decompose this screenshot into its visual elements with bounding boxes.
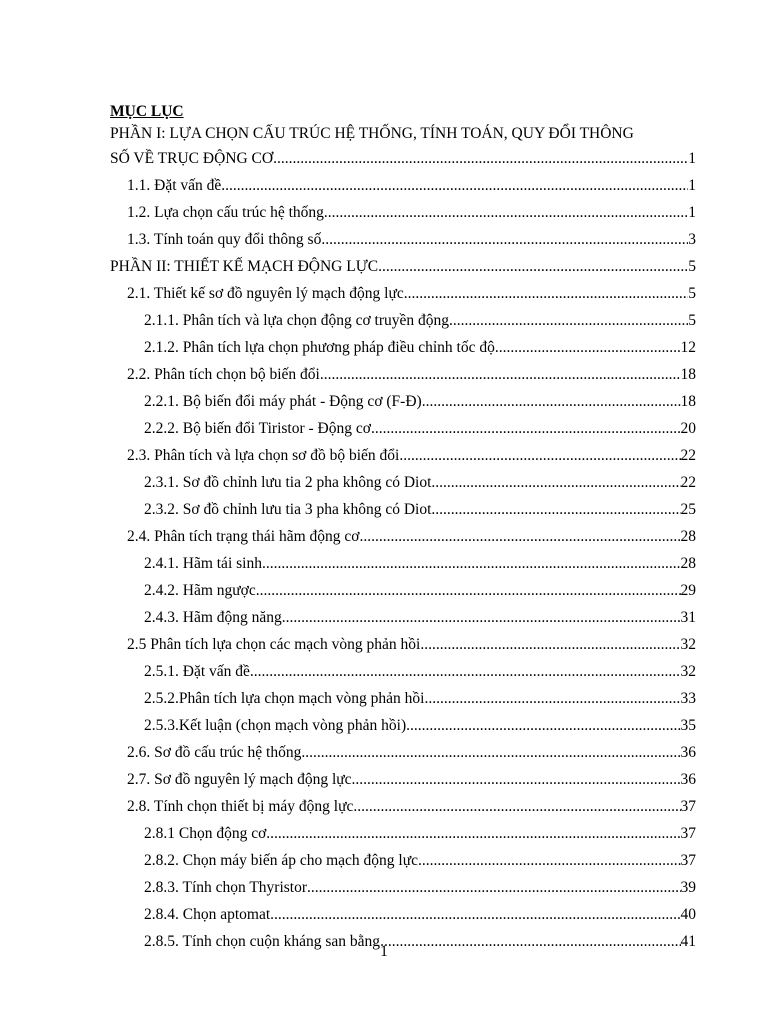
toc-entry [110, 712, 696, 739]
toc-entry [110, 847, 696, 874]
toc-entry-page: 36 [680, 744, 696, 761]
toc-entry-page: 37 [680, 798, 696, 815]
toc-entry-page: 18 [680, 393, 696, 410]
dot-leader [378, 253, 688, 280]
toc-entry-text: 2.3.1. Sơ đồ chỉnh lưu tia 2 pha không có Diot [144, 474, 432, 491]
toc-entry-part1-line2 [110, 145, 696, 172]
toc-entry [110, 820, 696, 847]
dot-leader [250, 658, 681, 685]
toc-entry-page: 28 [680, 528, 696, 545]
toc-entry-text: 2.2.2. Bộ biến đổi Tiristor - Động cơ [144, 420, 371, 437]
toc-entry [110, 280, 696, 307]
toc-entry-page: 29 [680, 582, 696, 599]
dot-leader [282, 604, 681, 631]
toc-entry-text: 2.4. Phân tích trạng thái hãm động cơ [127, 528, 360, 545]
toc-entry-text: 2.3. Phân tích và lựa chọn sơ đồ bộ biến đổi [127, 447, 400, 464]
toc-entry-text: 2.7. Sơ đồ nguyên lý mạch động lực [127, 771, 352, 788]
toc-entry-page: 5 [688, 312, 696, 329]
dot-leader [256, 577, 681, 604]
toc-entry [110, 739, 696, 766]
toc-entry-page: 40 [680, 906, 696, 923]
toc-entry-page: 20 [680, 420, 696, 437]
toc-entry-text: 2.5 Phân tích lựa chọn các mạch vòng phản hồi [127, 636, 421, 653]
toc-entry [110, 550, 696, 577]
toc-entry [110, 442, 696, 469]
dot-leader [324, 199, 688, 226]
toc-entry [110, 685, 696, 712]
toc-entry-page: 37 [680, 852, 696, 869]
toc-entry [110, 388, 696, 415]
dot-leader [431, 469, 680, 496]
toc-entry-text: 2.4.1. Hãm tái sinh [144, 555, 262, 572]
toc-list [110, 172, 696, 955]
toc-entry [110, 658, 696, 685]
toc-entry-text: 2.2.1. Bộ biến đổi máy phát - Động cơ (F-Đ) [144, 393, 422, 410]
toc-entry-part1-line1: PHẦN I: LỰA CHỌN CẤU TRÚC HỆ THỐNG, TÍNH TOÁN, QUY ĐỔI THÔNG [110, 125, 634, 142]
dot-leader [399, 442, 680, 469]
dot-leader [420, 631, 680, 658]
dot-leader [404, 280, 688, 307]
toc-title: MỤC LỤC [110, 103, 184, 120]
toc-entry [110, 523, 696, 550]
toc-entry-page: 1 [688, 204, 696, 221]
toc-entry-text: 2.6. Sơ đồ cấu trúc hệ thống [127, 744, 302, 761]
dot-leader [431, 496, 680, 523]
toc-entry-page: 22 [680, 474, 696, 491]
dot-leader [353, 793, 680, 820]
toc-entry-page: 5 [688, 285, 696, 302]
toc-entry-page: 1 [688, 177, 696, 194]
dot-leader [262, 550, 681, 577]
toc-entry [110, 361, 696, 388]
toc-entry-text: 2.4.3. Hãm động năng [144, 609, 282, 626]
toc-entry-text: 2.8.4. Chọn aptomat [144, 906, 271, 923]
toc-entry-page: 28 [680, 555, 696, 572]
toc-entry [110, 577, 696, 604]
toc-entry-text: 1.2. Lựa chọn cấu trúc hệ thống [127, 204, 324, 221]
toc-entry-text: 1.3. Tính toán quy đổi thông số [127, 231, 322, 248]
dot-leader [273, 145, 688, 172]
toc-entry [110, 253, 696, 280]
toc-entry-text: 2.5.3.Kết luận (chọn mạch vòng phản hồi) [144, 717, 407, 734]
toc-entry-page: 37 [680, 825, 696, 842]
toc-entry-text: 2.4.2. Hãm ngược [144, 582, 256, 599]
toc-entry-text: SỐ VỀ TRỤC ĐỘNG CƠ [110, 150, 274, 167]
toc-entry [110, 604, 696, 631]
toc-entry-page: 25 [680, 501, 696, 518]
toc-entry-page: 32 [680, 636, 696, 653]
toc-entry-text: PHẦN II: THIẾT KẾ MẠCH ĐỘNG LỰC [110, 258, 379, 275]
toc-entry-text: 2.5.2.Phân tích lựa chọn mạch vòng phản hồi [144, 690, 425, 707]
dot-leader [495, 334, 681, 361]
toc-entry [110, 226, 696, 253]
toc-entry-page: 31 [680, 609, 696, 626]
dot-leader [320, 361, 681, 388]
toc-entry-text: 2.2. Phân tích chọn bộ biến đổi [127, 366, 320, 383]
toc-entry [110, 766, 696, 793]
dot-leader [371, 415, 681, 442]
toc-entry [110, 901, 696, 928]
toc-entry-page: 3 [688, 231, 696, 248]
toc-entry-page: 1 [688, 150, 696, 167]
toc-entry [110, 631, 696, 658]
toc-entry [110, 469, 696, 496]
dot-leader [449, 307, 688, 334]
toc-entry-page: 12 [680, 339, 696, 356]
dot-leader [359, 523, 680, 550]
toc-entry-text: 1.1. Đặt vấn đề [127, 177, 222, 194]
toc-entry [110, 334, 696, 361]
toc-entry-text: 2.8. Tính chọn thiết bị máy động lực [127, 798, 354, 815]
dot-leader [270, 901, 680, 928]
toc-entry-text: 2.5.1. Đặt vấn đề [144, 663, 250, 680]
toc-entry-text: 2.8.1 Chọn động cơ [144, 825, 267, 842]
toc-entry-page: 35 [680, 717, 696, 734]
toc-entry-text: 2.1. Thiết kế sơ đồ nguyên lý mạch động lực [127, 285, 404, 302]
dot-leader [418, 847, 681, 874]
toc-entry-page: 36 [680, 771, 696, 788]
toc-entry-page: 39 [680, 879, 696, 896]
dot-leader [307, 874, 680, 901]
page-number: 1 [380, 943, 388, 960]
toc-entry [110, 793, 696, 820]
dot-leader [352, 766, 681, 793]
toc-entry [110, 199, 696, 226]
toc-entry-text: 2.8.2. Chọn máy biến áp cho mạch động lực [144, 852, 418, 869]
toc-entry-text: 2.1.1. Phân tích và lựa chọn động cơ truyền động [144, 312, 450, 329]
toc-entry [110, 415, 696, 442]
toc-entry-text: 2.8.3. Tính chọn Thyristor [144, 879, 308, 896]
toc-entry-page: 32 [680, 663, 696, 680]
toc-entry-page: 22 [680, 447, 696, 464]
toc-entry [110, 172, 696, 199]
toc-entry-text: 2.1.2. Phân tích lựa chọn phương pháp điều chỉnh tốc độ [144, 339, 495, 356]
toc-entry-page: 41 [680, 933, 696, 950]
toc-entry-page: 18 [680, 366, 696, 383]
toc-entry-page: 33 [680, 690, 696, 707]
toc-entry [110, 874, 696, 901]
dot-leader [424, 685, 680, 712]
toc-page [110, 101, 696, 955]
dot-leader [301, 739, 680, 766]
dot-leader [221, 172, 688, 199]
dot-leader [321, 226, 688, 253]
dot-leader [266, 820, 680, 847]
toc-entry-text: 2.3.2. Sơ đồ chỉnh lưu tia 3 pha không có Diot [144, 501, 432, 518]
dot-leader [422, 388, 681, 415]
dot-leader [406, 712, 680, 739]
toc-entry-page: 5 [688, 258, 696, 275]
toc-entry [110, 496, 696, 523]
toc-entry-text: 2.8.5. Tính chọn cuộn kháng san bằng [144, 933, 381, 950]
toc-entry [110, 307, 696, 334]
